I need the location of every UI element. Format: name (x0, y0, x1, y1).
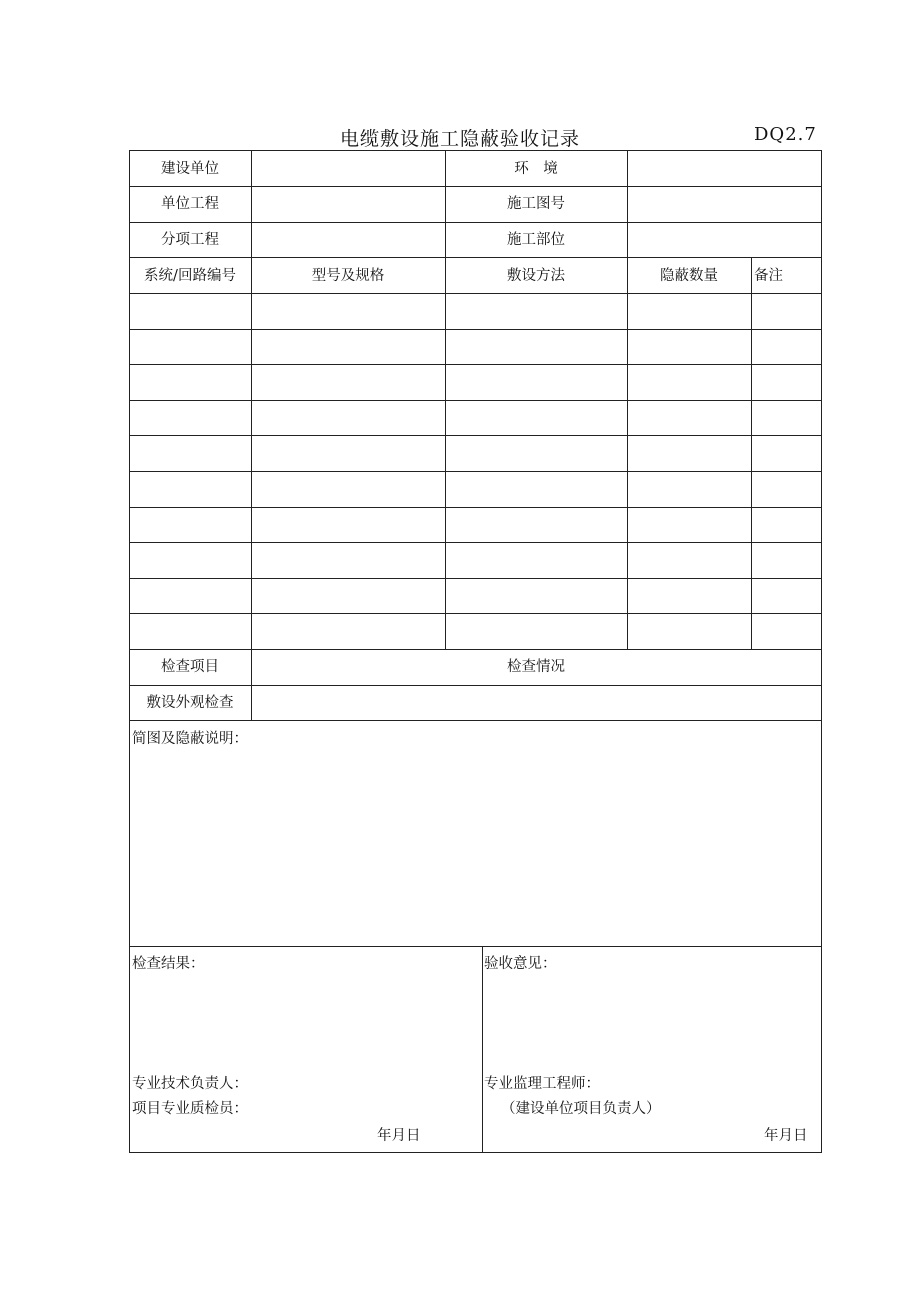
right-date-label: 年月日 (764, 1128, 808, 1144)
acceptance-opinion-label: 验收意见： (484, 956, 557, 972)
row-divider (130, 613, 821, 614)
inspection-item-header: 检查项目 (161, 659, 219, 675)
tech-lead-label: 专业技术负责人： (132, 1076, 248, 1092)
left-date-label: 年月日 (377, 1128, 421, 1144)
row-divider (130, 186, 821, 187)
construction-unit-label: 建设单位 (161, 161, 219, 177)
row-divider (130, 471, 821, 472)
supervisor-label: 专业监理工程师： (484, 1076, 600, 1092)
row-divider (130, 507, 821, 508)
inspection-status-header: 检查情况 (507, 659, 565, 675)
row-divider (130, 649, 821, 650)
row-divider (130, 400, 821, 401)
appearance-check-label: 敷设外观检查 (146, 695, 234, 711)
row-divider (130, 257, 821, 258)
unit-project-label: 单位工程 (161, 196, 219, 212)
row-divider (130, 435, 821, 436)
system-circuit-no-header: 系统/回路编号 (144, 268, 236, 284)
row-divider (130, 222, 821, 223)
row-divider (130, 578, 821, 579)
col-divider (482, 946, 483, 1152)
hidden-quantity-header: 隐蔽数量 (660, 268, 718, 284)
row-divider (130, 542, 821, 543)
row-divider (130, 364, 821, 365)
row-divider (130, 329, 821, 330)
sub-project-label: 分项工程 (161, 232, 219, 248)
row-divider (130, 293, 821, 294)
document-code: DQ2.7 (754, 124, 817, 145)
col-divider (751, 257, 752, 649)
sketch-label: 简图及隐蔽说明： (132, 731, 248, 747)
remark-header: 备注 (754, 268, 783, 284)
quality-inspector-label: 项目专业质检员： (132, 1101, 248, 1117)
construction-part-label: 施工部位 (507, 232, 565, 248)
environment-label: 环 境 (514, 161, 558, 177)
inspection-result-label: 检查结果： (132, 956, 205, 972)
document-title: 电缆敷设施工隐蔽验收记录 (339, 128, 580, 150)
drawing-no-label: 施工图号 (507, 196, 565, 212)
model-spec-header: 型号及规格 (311, 268, 385, 284)
col-divider (251, 151, 252, 720)
inspection-form (129, 150, 822, 1153)
row-divider (130, 685, 821, 686)
col-divider (445, 151, 446, 649)
col-divider (627, 151, 628, 649)
row-divider (130, 946, 821, 947)
row-divider (130, 720, 821, 721)
owner-lead-label: （建设单位项目负责人） (501, 1101, 661, 1117)
laying-method-header: 敷设方法 (507, 268, 565, 284)
